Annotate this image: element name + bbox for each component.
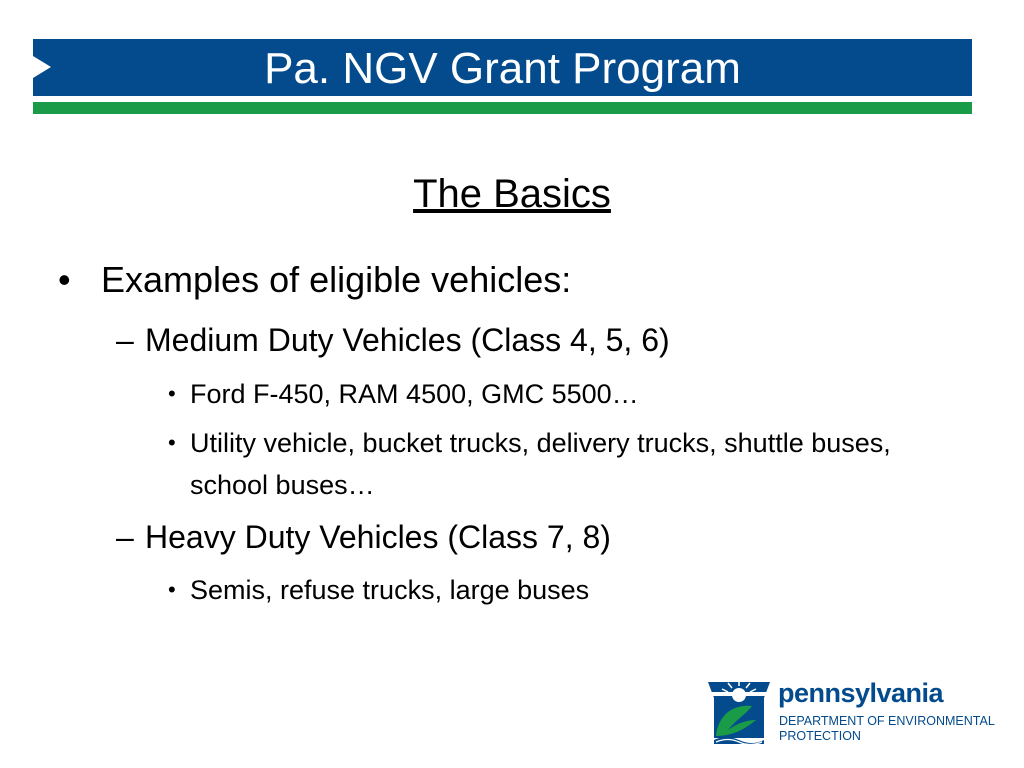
bullet-icon: • [58,259,71,300]
sub-sub-bullet-item [168,373,928,415]
sub-sub-bullet-item [168,422,928,506]
sub-bullet-text: Heavy Duty Vehicles (Class 7, 8) [145,519,611,555]
bullet-text: Examples of eligible vehicles: [101,259,572,300]
logo-wordmark: pennsylvania [778,678,944,708]
title-bar [33,39,972,96]
slide-title: Pa. NGV Grant Program [264,44,741,93]
bullet-icon: • [168,577,176,602]
dash-icon: – [116,519,134,555]
sub-bullet-text: Medium Duty Vehicles (Class 4, 5, 6) [145,322,670,358]
sub-sub-bullet-item [168,569,928,611]
sub-bullet-item [116,517,611,557]
section-title: The Basics [413,172,611,216]
sub-sub-bullet-text: Ford F-450, RAM 4500, GMC 5500… [190,379,639,409]
bullet-icon: • [168,381,176,406]
bullet-item [58,258,571,302]
sub-sub-bullet-text: Utility vehicle, bucket trucks, delivery trucks, shuttle buses, school buses… [190,428,891,500]
pennsylvania-dep-logo [706,678,1006,748]
bullet-icon: • [168,430,176,455]
sub-bullet-item [116,320,670,360]
dash-icon: – [116,322,134,358]
sub-sub-bullet-text: Semis, refuse trucks, large buses [190,575,590,605]
logo-department: DEPARTMENT OF ENVIRONMENTAL PROTECTION [779,714,995,743]
green-divider [33,102,972,114]
keystone-logo-icon [706,678,772,746]
